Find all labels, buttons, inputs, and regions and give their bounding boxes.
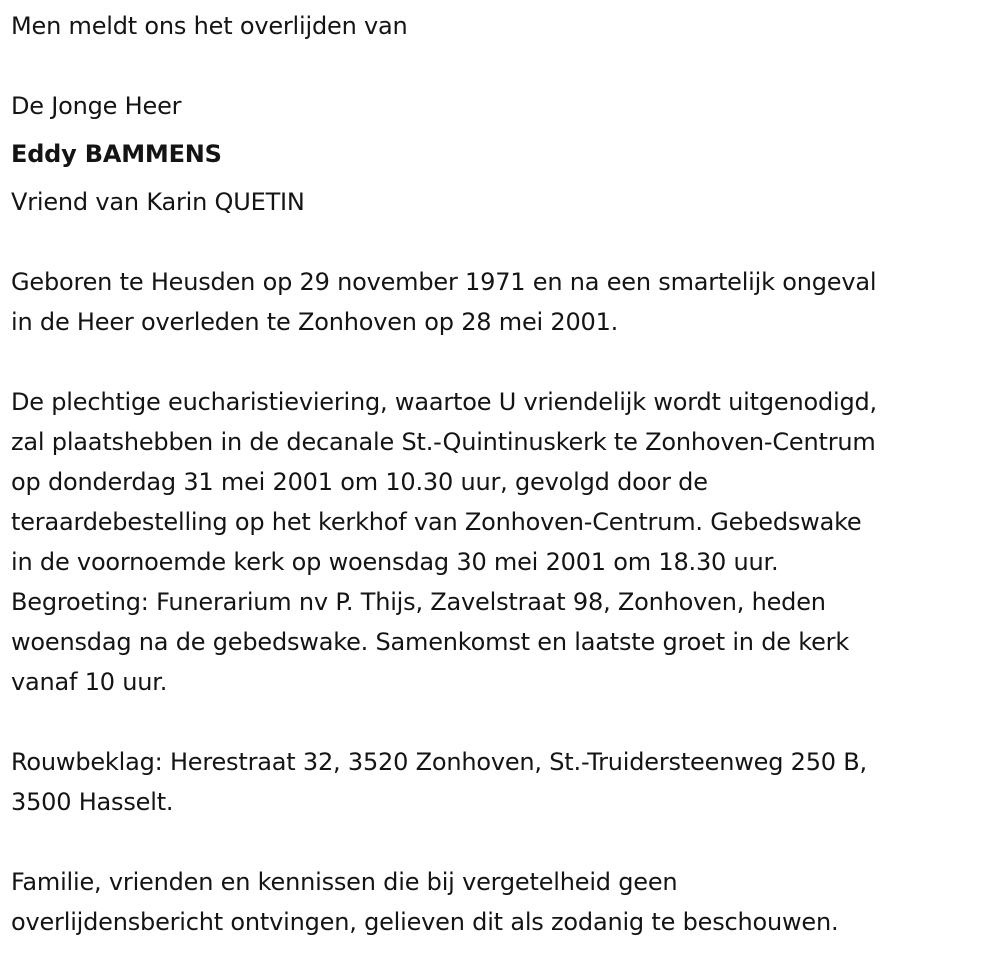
ceremony-line: Begroeting: Funerarium nv P. Thijs, Zavelstraat 98, Zonhoven, heden: [11, 588, 826, 616]
ceremony-line: woensdag na de gebedswake. Samenkomst en laatste groet in de kerk: [11, 628, 850, 656]
closing-line: Familie, vrienden en kennissen die bij vergetelheid geen: [11, 868, 678, 896]
ceremony-line: De plechtige eucharistieviering, waartoe U vriendelijk wordt uitgenodigd,: [11, 388, 877, 416]
ceremony-line: op donderdag 31 mei 2001 om 10.30 uur, gevolgd door de: [11, 468, 708, 496]
honorific: De Jonge Heer: [11, 92, 182, 120]
ceremony-line: in de voornoemde kerk op woensdag 30 mei 2001 om 18.30 uur.: [11, 548, 779, 576]
intro-text: Men meldt ons het overlijden van: [11, 12, 408, 40]
ceremony-line: vanaf 10 uur.: [11, 668, 168, 696]
mourning-address-line: 3500 Hasselt.: [11, 788, 174, 816]
closing-line: overlijdensbericht ontvingen, gelieven dit als zodanig te beschouwen.: [11, 908, 839, 936]
deceased-name: Eddy BAMMENS: [11, 140, 222, 168]
birth-death-line: in de Heer overleden te Zonhoven op 28 mei 2001.: [11, 308, 619, 336]
relation-text: Vriend van Karin QUETIN: [11, 188, 305, 216]
mourning-address-line: Rouwbeklag: Herestraat 32, 3520 Zonhoven, St.-Truidersteenweg 250 B,: [11, 748, 867, 776]
ceremony-line: zal plaatshebben in de decanale St.-Quintinuskerk te Zonhoven-Centrum: [11, 428, 876, 456]
birth-death-line: Geboren te Heusden op 29 november 1971 en na een smartelijk ongeval: [11, 268, 877, 296]
ceremony-line: teraardebestelling op het kerkhof van Zonhoven-Centrum. Gebedswake: [11, 508, 862, 536]
